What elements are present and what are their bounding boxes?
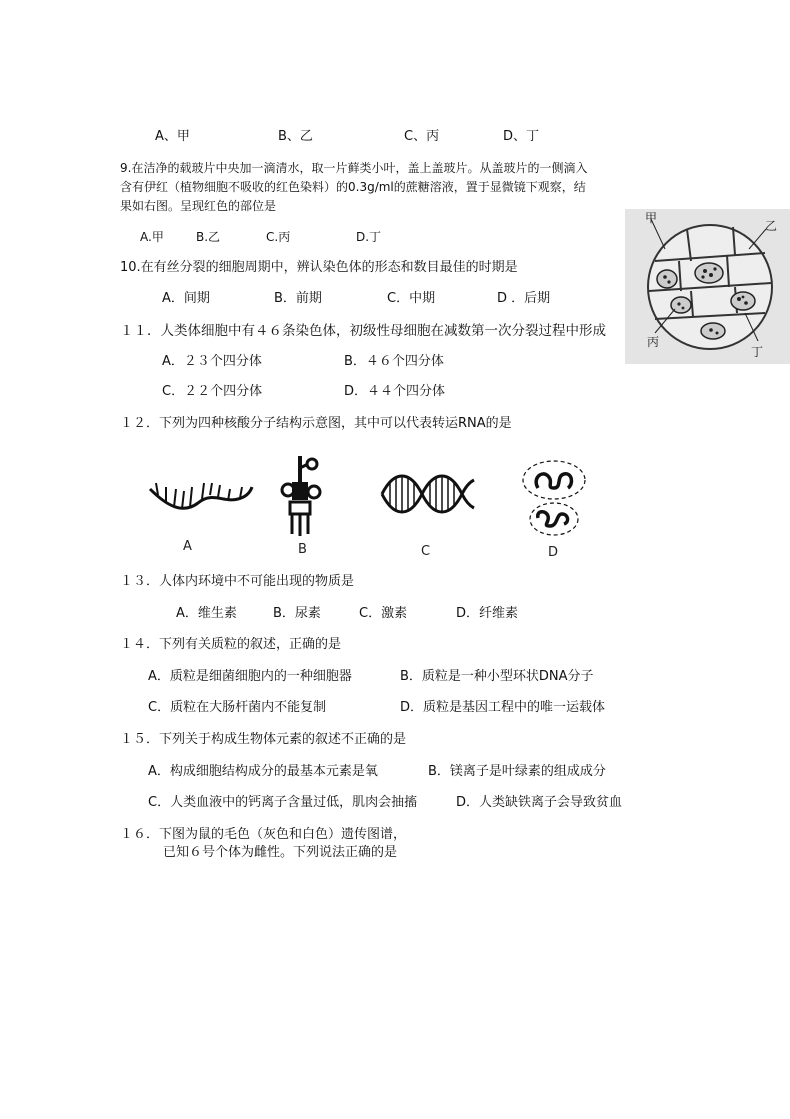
figure-a-label: A	[183, 539, 192, 554]
q9-option-d: D.丁	[356, 230, 382, 244]
figure-a-rna-strand	[146, 475, 256, 525]
q13-option-a: A．维生素	[176, 606, 237, 621]
q9-option-c: C.丙	[266, 230, 291, 244]
figure-b-label: B	[298, 542, 307, 557]
q14-stem: １４．下列有关质粒的叙述，正确的是	[120, 637, 342, 652]
q14-option-d: D．质粒是基因工程中的唯一运载体	[400, 700, 606, 715]
q11-stem: １１．人类体细胞中有４６条染色体，初级性母细胞在减数第一次分裂过程中形成	[120, 323, 606, 339]
q9-microscope-figure	[625, 209, 790, 364]
q10-option-d: D ．后期	[497, 291, 551, 306]
q8-option-b: B、乙	[278, 129, 313, 144]
figure-b-trna	[280, 454, 324, 542]
q8-option-a: A、甲	[155, 129, 190, 144]
q10-stem: 10.在有丝分裂的细胞周期中，辨认染色体的形态和数目最佳的时期是	[120, 260, 518, 275]
q10-option-b: B．前期	[274, 291, 322, 306]
q15-option-c: C．人类血液中的钙离子含量过低，肌肉会抽搐	[148, 795, 418, 810]
figure-d-label: D	[548, 545, 559, 560]
q15-stem: １５．下列关于构成生物体元素的叙述不正确的是	[120, 732, 407, 747]
q14-option-a: A．质粒是细菌细胞内的一种细胞器	[148, 669, 352, 684]
label-ding: 丁	[751, 345, 764, 359]
q11-option-b: B．４６个四分体	[344, 354, 444, 369]
q15-option-a: A．构成细胞结构成分的最基本元素是氧	[148, 764, 378, 779]
q16-stem-line-1: １６．下图为鼠的毛色（灰色和白色）遗传图谱，	[120, 827, 407, 842]
q13-option-b: B．尿素	[273, 606, 321, 621]
q9-option-b: B.乙	[196, 230, 221, 244]
label-yi: 乙	[765, 219, 778, 233]
figure-c-dna-helix	[380, 472, 476, 516]
figure-c-label: C	[421, 544, 431, 559]
q14-option-c: C．质粒在大肠杆菌内不能复制	[148, 700, 327, 715]
q9-stem-line-3: 果如右图。呈现红色的部位是	[120, 199, 277, 213]
q8-option-c: C、丙	[404, 129, 440, 144]
q13-option-d: D．纤维素	[456, 606, 519, 621]
q15-option-d: D．人类缺铁离子会导致贫血	[456, 795, 623, 810]
q8-option-d: D、丁	[503, 129, 540, 144]
q13-option-c: C．激素	[359, 606, 408, 621]
q14-option-b: B．质粒是一种小型环状DNA分子	[400, 669, 594, 684]
q15-option-b: B．镁离子是叶绿素的组成成分	[428, 764, 606, 779]
q16-stem-line-2: 已知６号个体为雌性。下列说法正确的是	[163, 845, 398, 860]
q13-stem: １３．人体内环境中不可能出现的物质是	[120, 574, 355, 589]
label-jia: 甲	[645, 211, 658, 225]
q10-option-a: A．间期	[162, 291, 210, 306]
figure-d-coiled	[520, 458, 590, 540]
label-bing: 丙	[647, 335, 660, 349]
q11-option-a: A．２３个四分体	[162, 354, 262, 369]
q11-option-c: C．２２个四分体	[162, 384, 263, 399]
q9-option-a: A.甲	[140, 230, 164, 244]
q11-option-d: D．４４个四分体	[344, 384, 446, 399]
q9-stem-line-2: 含有伊红（植物细胞不吸收的红色染料）的0.3g/ml的蔗糖溶液，置于显微镜下观察，结	[120, 180, 586, 194]
q10-option-c: C．中期	[387, 291, 436, 306]
q12-stem: １２．下列为四种核酸分子结构示意图，其中可以代表转运RNA的是	[120, 416, 512, 431]
q9-stem-line-1: 9.在洁净的载玻片中央加一滴清水，取一片藓类小叶，盖上盖玻片。从盖玻片的一侧滴入	[120, 161, 588, 175]
